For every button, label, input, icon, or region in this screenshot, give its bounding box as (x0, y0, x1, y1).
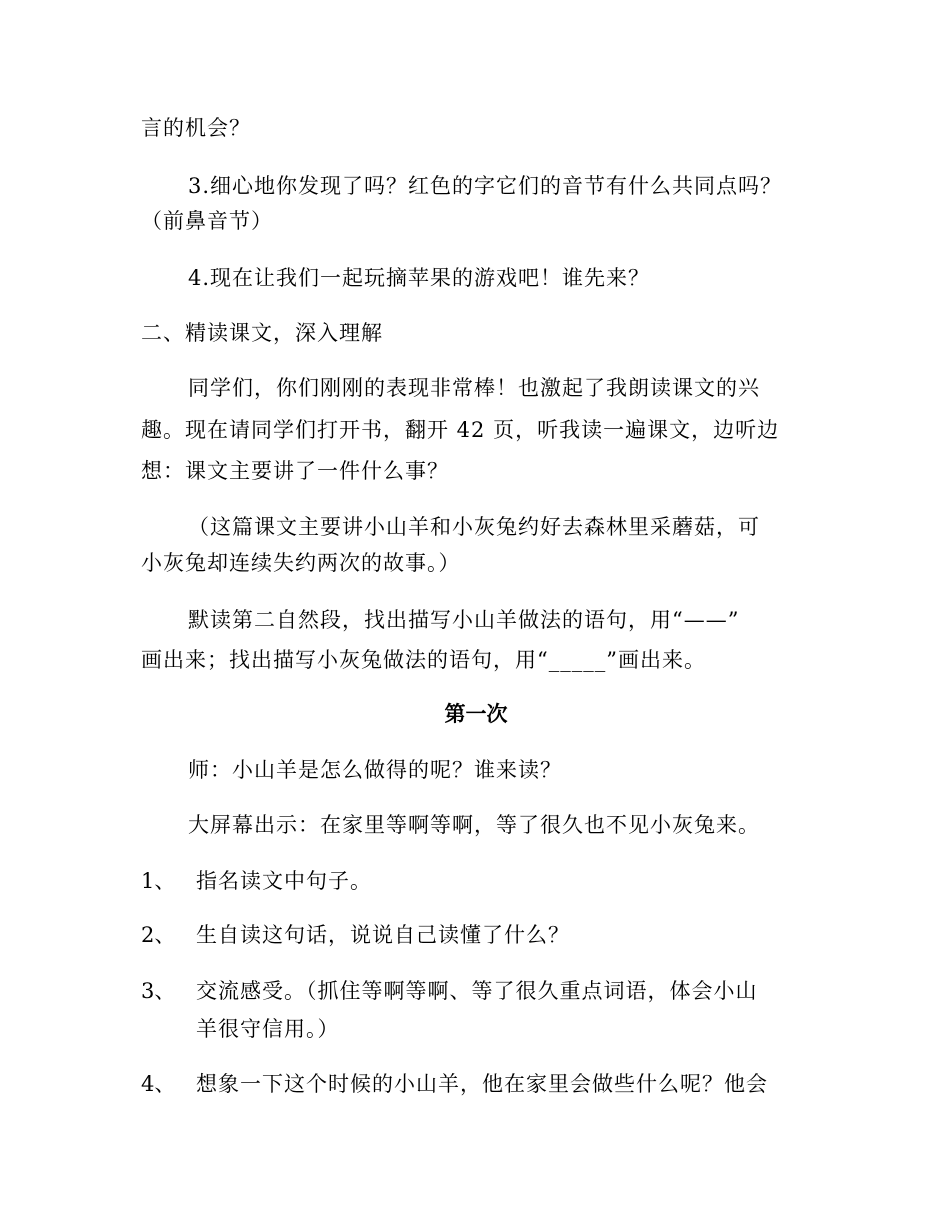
text-line: 同学们，你们刚刚的表现非常棒！也激起了我朗读课文的兴 (188, 376, 760, 400)
text-line: 3.细心地你发现了吗？红色的字它们的音节有什么共同点吗？ (188, 174, 783, 198)
text-line: 趣。现在请同学们打开书，翻开 42 页，听我读一遍课文，边听边 (141, 418, 780, 442)
item-text: 想象一下这个时候的小山羊，他在家里会做些什么呢？他会 (196, 1072, 768, 1096)
text-line: 默读第二自然段，找出描写小山羊做法的语句，用“——” (188, 608, 740, 632)
item-text: 生自读这句话，说说自己读懂了什么？ (196, 923, 570, 947)
item-number: 1、 (141, 869, 176, 893)
item-number: 2、 (141, 923, 176, 947)
text-line: 言的机会？ (141, 116, 251, 140)
section-heading: 二、精读课文，深入理解 (141, 321, 383, 345)
text-line: （前鼻音节） (141, 209, 273, 233)
item-number: 4、 (141, 1072, 176, 1096)
text-line: 师：小山羊是怎么做得的呢？谁来读？ (188, 758, 562, 782)
text-line: 大屏幕出示：在家里等啊等啊，等了很久也不见小灰兔来。 (188, 813, 760, 837)
item-text: 指名读文中句子。 (196, 869, 372, 893)
item-text-continuation: 羊很守信用。） (196, 1017, 340, 1041)
subheading: 第一次 (444, 702, 508, 726)
text-line: 小灰兔却连续失约两次的故事。） (141, 551, 461, 575)
text-line: 想：课文主要讲了一件什么事？ (141, 459, 449, 483)
text-line: （这篇课文主要讲小山羊和小灰兔约好去森林里采蘑菇，可 (188, 515, 760, 539)
text-line: 画出来；找出描写小灰兔做法的语句，用“_____”画出来。 (141, 648, 706, 672)
item-text: 交流感受。（抓住等啊等啊、等了很久重点词语，体会小山 (196, 979, 758, 1003)
text-line: 4.现在让我们一起玩摘苹果的游戏吧！谁先来？ (188, 266, 651, 290)
item-number: 3、 (141, 979, 176, 1003)
